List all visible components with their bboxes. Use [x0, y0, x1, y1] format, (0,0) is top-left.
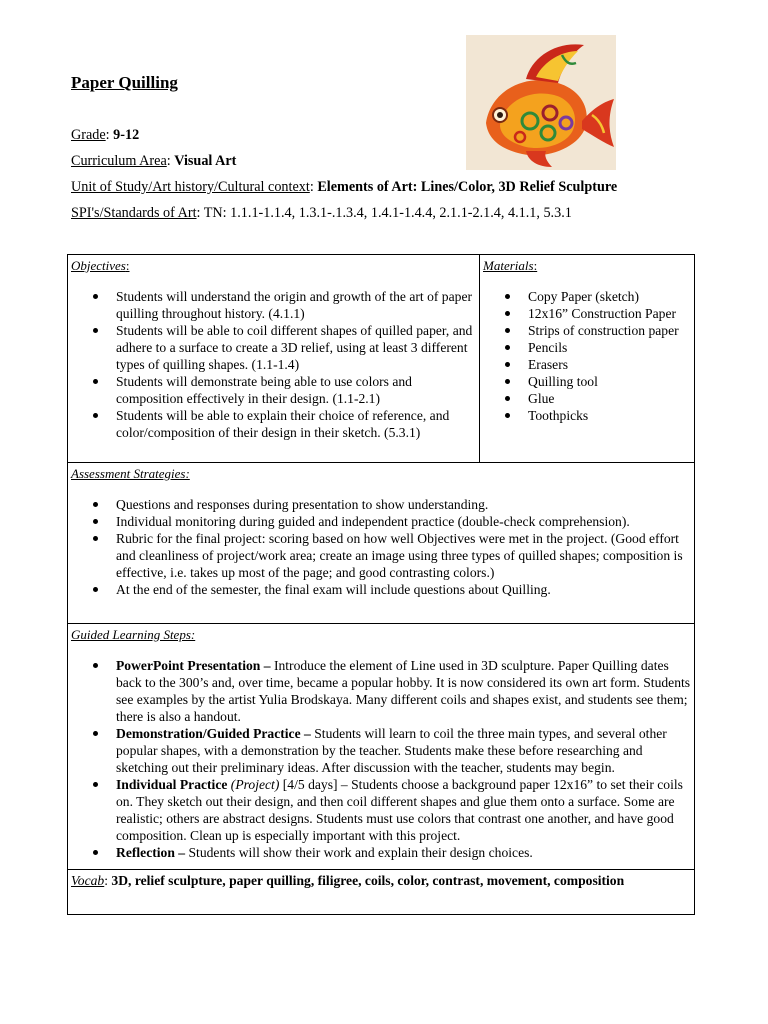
curriculum-area-line: Curriculum Area: Visual Art — [71, 153, 237, 169]
guided-step-title: Individual Practice — [116, 777, 228, 792]
guided-step — [116, 657, 691, 725]
guided-step-text: Introduce the element of Line used in 3D sculpture. Paper Quilling dates back to the 300’s and, over time, became a popular hobby. It is now considered its own art form. Students see examples by the artist Yulia Brodskaya. Many different coils and shapes exist, and students see them; there is also a handout. — [116, 658, 691, 724]
material-item: Toothpicks — [528, 407, 691, 424]
guided-learning-heading: Guided Learning Steps: — [71, 627, 196, 642]
guided-learning-row — [68, 624, 695, 870]
material-item: Pencils — [528, 339, 691, 356]
grade-label: Grade — [71, 127, 106, 143]
lesson-plan-table — [67, 254, 695, 915]
objectives-materials-row — [68, 255, 695, 463]
guided-step-text: Students will show their work and explain their design choices. — [185, 845, 533, 860]
curriculum-area-label: Curriculum Area — [71, 153, 167, 169]
guided-step-note: (Project) — [227, 777, 280, 792]
guided-step — [116, 725, 691, 776]
assessment-item: At the end of the semester, the final exam will include questions about Quilling. — [116, 581, 691, 598]
assessment-heading: Assessment Strategies: — [71, 466, 190, 481]
objective-item: Students will demonstrate being able to use colors and composition effectively in their design. (1.1-2.1) — [116, 373, 476, 407]
materials-cell — [480, 255, 695, 463]
material-item: Glue — [528, 390, 691, 407]
material-item: Strips of construction paper — [528, 322, 691, 339]
guided-step-text: [4/5 days] – Students choose a background paper 12x16” to set their coils on. They sketch out their design, and then coil different shapes and glue them onto a surface. Some are realistic; others are abstract designs. Students must use colors that contrast one another, and have good composition. Clean up is especially important with this project. — [116, 777, 683, 843]
assessment-cell — [68, 463, 695, 624]
guided-step-title: Demonstration/Guided Practice – — [116, 726, 311, 741]
material-item: 12x16” Construction Paper — [528, 305, 691, 322]
materials-heading: Materials: — [483, 258, 538, 273]
objective-item: Students will understand the origin and growth of the art of paper quilling throughout history. (4.1.1) — [116, 288, 476, 322]
assessment-item: Questions and responses during presentation to show understanding. — [116, 496, 691, 513]
objectives-cell — [68, 255, 480, 463]
curriculum-area-value: Visual Art — [174, 153, 237, 169]
unit-of-study-value: Elements of Art: Lines/Color, 3D Relief Sculpture — [317, 179, 618, 195]
assessment-item: Rubric for the final project: scoring based on how well Objectives were met in the project. (Good effort and cleanliness of project/work area; create an image using three types of quilled shapes; composition is effective, i.e. takes up most of the page; and good contrasting colors.) — [116, 530, 691, 581]
material-item: Erasers — [528, 356, 691, 373]
guided-step-title: Reflection – — [116, 845, 186, 860]
material-item: Copy Paper (sketch) — [528, 288, 691, 305]
standards-line: SPI's/Standards of Art: TN: 1.1.1-1.1.4, 1.3.1-.1.3.4, 1.4.1-1.4.4, 2.1.1-2.1.4, 4.1.1, 5.3.1 — [71, 205, 572, 221]
vocab-row — [68, 870, 695, 915]
material-item: Quilling tool — [528, 373, 691, 390]
page-title: Paper Quilling — [71, 73, 178, 92]
unit-of-study-line: Unit of Study/Art history/Cultural context: Elements of Art: Lines/Color, 3D Relief Sculpture — [71, 179, 618, 195]
guided-step — [116, 844, 691, 861]
quilled-fish-image — [466, 35, 616, 170]
guided-step-title: PowerPoint Presentation – — [116, 658, 271, 673]
guided-step — [116, 776, 691, 844]
standards-label: SPI's/Standards of Art — [71, 205, 197, 221]
vocab-cell: Vocab: 3D, relief sculpture, paper quilling, filigree, coils, color, contrast, movement, composition — [68, 870, 695, 915]
unit-of-study-label: Unit of Study/Art history/Cultural context — [71, 179, 310, 195]
assessment-item: Individual monitoring during guided and independent practice (double-check comprehension). — [116, 513, 691, 530]
guided-step-text: Students will learn to coil the three main types, and several other popular shapes, with a demonstration by the teacher. Students make these before researching and sketching out their preliminary ideas. After discussion with the teacher, students may begin. — [116, 726, 667, 775]
objectives-heading: Objectives: — [71, 258, 130, 273]
grade-value: 9-12 — [113, 127, 140, 143]
grade-line: Grade: 9-12 — [71, 127, 140, 143]
objective-item: Students will be able to coil different shapes of quilled paper, and adhere to a surface to create a 3D relief, using at least 3 different types of quilling shapes. (1.1-1.4) — [116, 322, 476, 373]
assessment-row — [68, 463, 695, 624]
objective-item: Students will be able to explain their choice of reference, and color/composition of their design in their sketch. (5.3.1) — [116, 407, 476, 441]
vocab-label: Vocab — [71, 873, 105, 888]
standards-value: TN: 1.1.1-1.1.4, 1.3.1-.1.3.4, 1.4.1-1.4.4, 2.1.1-2.1.4, 4.1.1, 5.3.1 — [203, 205, 572, 221]
guided-learning-cell — [68, 624, 695, 870]
vocab-value: 3D, relief sculpture, paper quilling, filigree, coils, color, contrast, movement, composition — [111, 873, 625, 888]
